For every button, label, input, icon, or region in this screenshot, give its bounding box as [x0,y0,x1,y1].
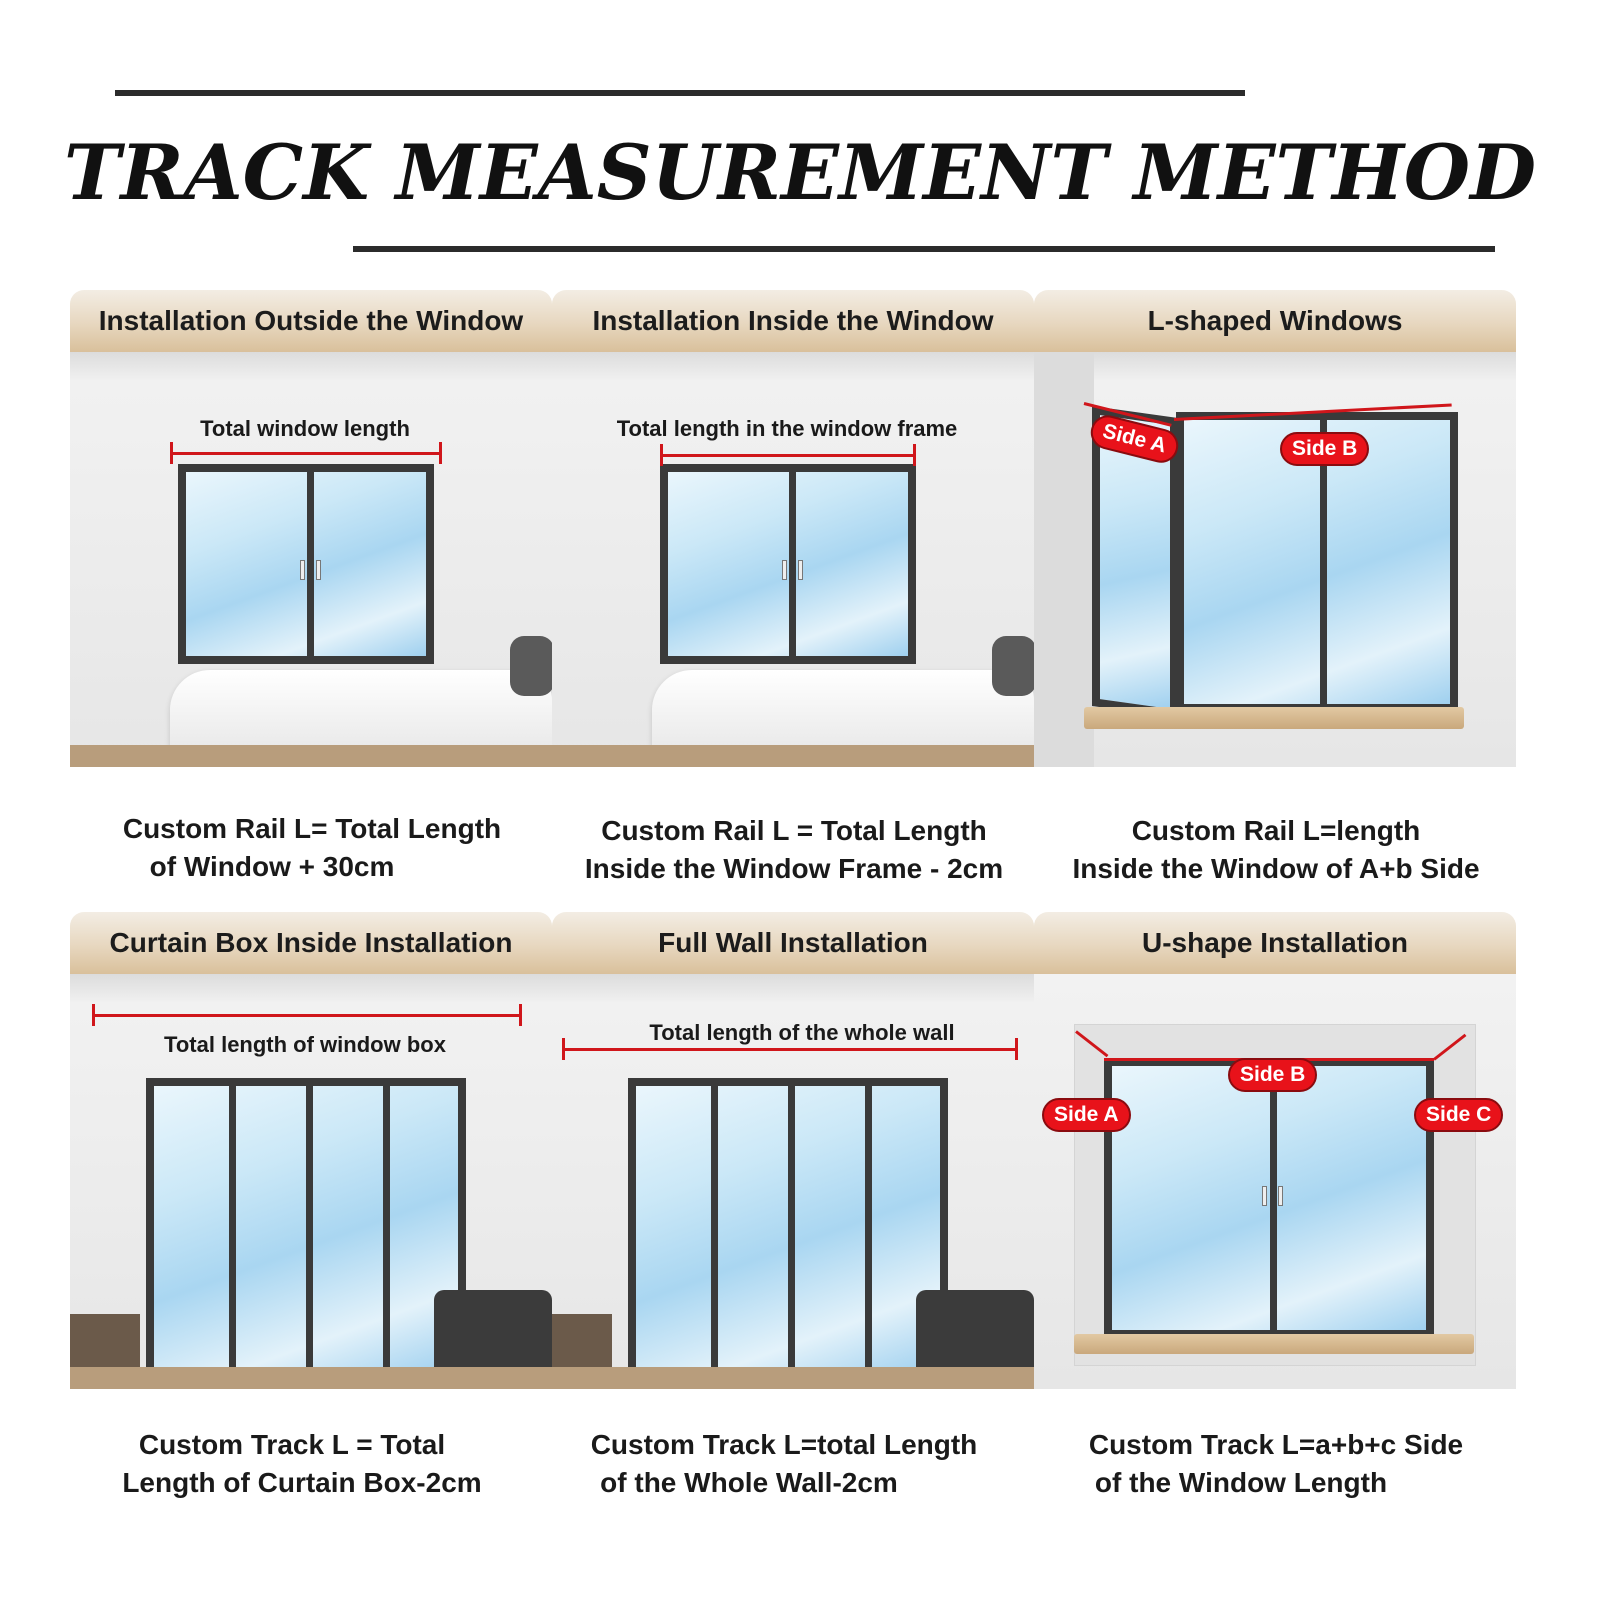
window-sill [1084,707,1464,729]
measurement-label: Total window length [200,416,410,441]
card-l-shaped [1034,290,1516,767]
ceiling [552,352,1034,380]
measurement-label: Total length in the window frame [616,416,958,441]
measurement-label: Total length of window box [164,1032,446,1057]
window [660,464,916,664]
floor [552,1367,1034,1389]
side-a-badge: Side A [1087,412,1181,466]
ceiling [70,974,552,1002]
formula-full-wall: Custom Track L=total Length of the Whole Wall-2cm [590,1429,978,1498]
top-rule [115,90,1245,96]
ceiling [1034,352,1516,380]
card-outside-window [70,290,552,767]
room-illustration [552,974,1034,1389]
side-a-badge: Side A [1042,1098,1131,1132]
side-b-badge: Side B [1280,432,1369,466]
card-full-wall [552,912,1034,1389]
side-b-badge: Side B [1228,1058,1317,1092]
measurement-label: Total length of the whole wall [649,1020,955,1045]
card-header: U-shape Installation [1034,912,1516,974]
card-header: Installation Inside the Window [552,290,1034,352]
bed [652,670,1034,750]
window [1104,1058,1434,1338]
room-illustration [1034,974,1516,1389]
ceiling [70,352,552,380]
window-sill [1074,1334,1474,1354]
card-header: Curtain Box Inside Installation [70,912,552,974]
card-inside-window [552,290,1034,767]
pillow [510,636,552,696]
card-curtain-box [70,912,552,1389]
room-illustration [552,352,1034,767]
bottom-rule [353,246,1495,252]
card-u-shape [1034,912,1516,1389]
side-c-badge: Side C [1414,1098,1503,1132]
window [146,1078,466,1378]
formula-u-shape: Custom Track L=a+b+c Side of the Window Length [1088,1429,1464,1498]
formula-inside-window: Custom Rail L = Total Length Inside the Window Frame - 2cm [584,815,1004,884]
formula-outside-window: Custom Rail L= Total Length of Window + 30cm [122,813,502,882]
floor [70,1367,552,1389]
card-header: L-shaped Windows [1034,290,1516,352]
pillow [992,636,1034,696]
card-header: Installation Outside the Window [70,290,552,352]
floor [70,745,552,767]
formula-curtain-box: Custom Track L = Total Length of Curtain Box-2cm [122,1429,482,1498]
ceiling [552,974,1034,1002]
window [628,1078,948,1378]
room-illustration [70,352,552,767]
card-header: Full Wall Installation [552,912,1034,974]
bed [170,670,552,750]
room-illustration [1034,352,1516,767]
room-illustration [70,974,552,1389]
window [178,464,434,664]
floor [552,745,1034,767]
page-title: TRACK MEASUREMENT METHOD [63,128,1537,217]
formula-l-shaped: Custom Rail L=length Inside the Window of A+b Side [1072,815,1480,884]
